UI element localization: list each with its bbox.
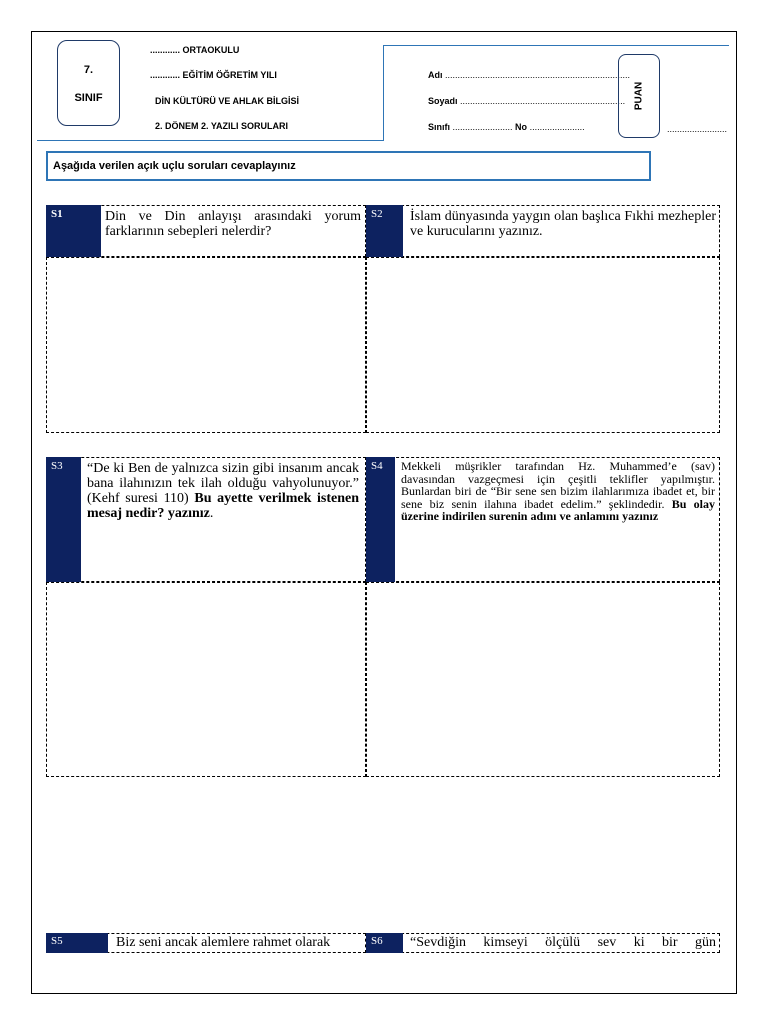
grade-label: SINIF [74,92,103,104]
score-dots[interactable]: ........................ [667,124,728,134]
grade-number: 7. [83,64,94,76]
header-rule-top [383,45,729,46]
s4-prompt: Bu olay üzerine indirilen surenin adını ve anlamını yazınız [401,496,716,523]
s3-number: S3 [46,457,81,582]
s4-number: S4 [366,457,395,582]
s3-prompt: Bu ayette verilmek istenen mesaj nedir? yazınız [87,491,360,521]
s3-prompt-end: . [209,506,214,521]
school-name: ............ ORTAOKULU [150,45,240,55]
s2-number: S2 [366,205,403,257]
header-rule-bottom [37,140,383,141]
no-label: No [515,122,528,132]
grade-box [57,40,120,126]
surname-field[interactable] [428,96,625,106]
class-field-label: Sınıfı [428,122,450,132]
class-field-dots: ........................ [452,122,513,132]
score-label: PUAN [633,81,645,111]
subject-title: DİN KÜLTÜRÜ VE AHLAK BİLGİSİ [155,96,299,106]
header-rule-vertical [383,45,384,141]
s4-text [401,460,715,523]
s4-story: Mekkeli müşrikler tarafından Hz. Muhammed’e (sav) davasından vazgeçmesi için çeşitli teklifler yapılmıştır. Bunlardan biri de “Bir sene sen bizim ilahlarımıza ibadet et, bir sene biz senin ilahına ibadet edelim.” şeklindedir. [401,459,715,511]
instruction-box: Aşağıda verilen açık uçlu soruları cevaplayınız [46,151,651,181]
s1-number: S1 [46,205,101,257]
s5-text: Biz seni ancak alemlere rahmet olarak [116,935,331,950]
exam-title: 2. DÖNEM 2. YAZILI SORULARI [155,121,289,131]
s6-text: “Sevdiğin kimseyi ölçülü sev ki bir gün [410,935,716,950]
class-no-field[interactable] [428,122,585,132]
surname-label: Soyadı [428,96,458,106]
s1-answer-area[interactable] [46,257,366,433]
name-dots: .......................................................................... [445,70,631,80]
s3-answer-area[interactable] [46,582,366,777]
s3-verse: “De ki Ben de yalnızca sizin gibi insanım ancak bana ilahınızın tek ilah olduğu vahyolunuyor.” (Kehf suresi 110) [87,461,359,506]
no-dots: ...................... [529,122,585,132]
score-box [618,54,660,138]
name-field[interactable] [428,70,630,80]
s3-text [87,461,359,521]
s1-text: Din ve Din anlayışı arasındaki yorum farklarının sebepleri nelerdir? [105,209,361,239]
surname-dots: .................................................................. [460,96,626,106]
s4-answer-area[interactable] [366,582,720,777]
s5-number: S5 [46,933,108,953]
s2-text: İslam dünyasında yaygın olan başlıca Fıkhi mezhepler ve kurucularını yazınız. [410,209,716,239]
academic-year: ............ EĞİTİM ÖĞRETİM YILI [150,70,277,80]
s6-number: S6 [366,933,403,953]
s2-answer-area[interactable] [366,257,720,433]
name-label: Adı [428,70,443,80]
